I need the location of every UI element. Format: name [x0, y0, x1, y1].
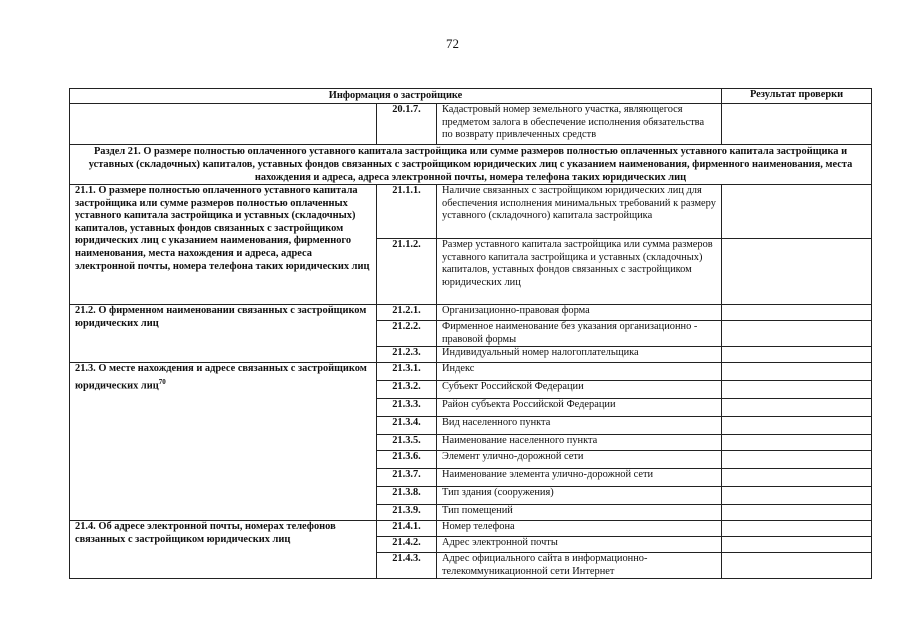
- item-text: Кадастровый номер земельного участка, являющегося предметом залога в обеспечение исполнения обязательства по возврату привлеченных средств: [437, 104, 722, 145]
- table-row: [70, 521, 872, 537]
- item-text: Индекс: [437, 363, 722, 381]
- result-cell: [722, 347, 872, 363]
- header-row: [70, 89, 872, 104]
- group-title-text: 21.4. Об адресе электронной почты, номерах телефонов связанных с застройщиком юридических лиц: [75, 521, 336, 545]
- result-cell: [722, 363, 872, 381]
- item-code: 21.3.2.: [377, 381, 437, 399]
- item-code: 21.3.8.: [377, 487, 437, 505]
- result-cell: [722, 521, 872, 537]
- item-text: Индивидуальный номер налогоплательщика: [437, 347, 722, 363]
- item-code: 21.1.1.: [377, 185, 437, 239]
- item-code: 21.3.9.: [377, 505, 437, 521]
- item-code: 21.4.3.: [377, 553, 437, 579]
- developer-info-table: [69, 88, 872, 579]
- info-header: Информация о застройщике: [70, 89, 722, 104]
- item-code: 20.1.7.: [377, 104, 437, 145]
- result-cell: [722, 505, 872, 521]
- group-title-text: 21.2. О фирменном наименовании связанных с застройщиком юридических лиц: [75, 305, 367, 329]
- table-row: [70, 104, 872, 145]
- table-row: [70, 363, 872, 381]
- table-row: [70, 305, 872, 321]
- item-text: Адрес электронной почты: [437, 537, 722, 553]
- item-code: 21.3.5.: [377, 435, 437, 451]
- result-cell: [722, 537, 872, 553]
- item-text: Наименование элемента улично-дорожной сети: [437, 469, 722, 487]
- item-text: Элемент улично-дорожной сети: [437, 451, 722, 469]
- item-text: Фирменное наименование без указания организационно - правовой формы: [437, 321, 722, 347]
- item-text: Организационно-правовая форма: [437, 305, 722, 321]
- item-text: Тип здания (сооружения): [437, 487, 722, 505]
- result-cell: [722, 399, 872, 417]
- page-number: 72: [446, 36, 459, 51]
- item-code: 21.3.7.: [377, 469, 437, 487]
- group-title: [70, 185, 377, 305]
- footnote-marker: 70: [158, 377, 166, 386]
- item-code: 21.1.2.: [377, 239, 437, 305]
- item-text: Номер телефона: [437, 521, 722, 537]
- item-text: Тип помещений: [437, 505, 722, 521]
- result-cell: [722, 487, 872, 505]
- item-code: 21.3.6.: [377, 451, 437, 469]
- result-cell: [722, 239, 872, 305]
- item-text: Размер уставного капитала застройщика или сумма размеров уставного капитала застройщика и уставных (складочных) капиталов, уставных фондов связанных с застройщиком юридических лиц: [437, 239, 722, 305]
- section-row: [70, 145, 872, 185]
- group-title: [70, 305, 377, 363]
- item-code: 21.2.2.: [377, 321, 437, 347]
- result-cell: [722, 104, 872, 145]
- item-text: Район субъекта Российской Федерации: [437, 399, 722, 417]
- item-text: Субъект Российской Федерации: [437, 381, 722, 399]
- item-text: Наименование населенного пункта: [437, 435, 722, 451]
- result-cell: [722, 451, 872, 469]
- group-title: [70, 521, 377, 579]
- item-code: 21.2.1.: [377, 305, 437, 321]
- item-code: 21.3.4.: [377, 417, 437, 435]
- result-header: Результат проверки: [722, 89, 872, 104]
- result-cell: [722, 381, 872, 399]
- item-code: 21.4.1.: [377, 521, 437, 537]
- item-code: 21.4.2.: [377, 537, 437, 553]
- table-row: [70, 185, 872, 239]
- result-cell: [722, 553, 872, 579]
- result-cell: [722, 185, 872, 239]
- item-code: 21.2.3.: [377, 347, 437, 363]
- group-title-text: 21.1. О размере полностью оплаченного уставного капитала застройщика или сумме размеров полностью оплаченных уставного капитала застройщика и уставных (складочных) капиталов, уставных фондов связанных с застройщиком юридических лиц с указанием наименования, фирменного наименования, места нахождения и адреса, адреса электронной почты, номера телефона таких юридических лиц: [75, 185, 370, 272]
- item-code: 21.3.3.: [377, 399, 437, 417]
- result-cell: [722, 435, 872, 451]
- result-cell: [722, 321, 872, 347]
- group-title: [70, 363, 377, 521]
- group-title-text: 21.3. О месте нахождения и адресе связанных с застройщиком юридических лиц: [75, 363, 367, 392]
- item-text: Вид населенного пункта: [437, 417, 722, 435]
- item-text: Адрес официального сайта в информационно-телекоммуникационной сети Интернет: [437, 553, 722, 579]
- result-cell: [722, 417, 872, 435]
- result-cell: [722, 305, 872, 321]
- section-title: Раздел 21. О размере полностью оплаченного уставного капитала застройщика или сумме размеров полностью оплаченных уставного капитала застройщика и уставных (складочных) капиталов, уставных фондов связанных с застройщиком юридических лиц с указанием наименования, фирменного наименования, места нахождения и адреса, адреса электронной почты, номера телефона таких юридических лиц: [70, 145, 872, 185]
- item-code: 21.3.1.: [377, 363, 437, 381]
- item-text: Наличие связанных с застройщиком юридических лиц для обеспечения исполнения минимальных требований к размеру уставного (складочного) капитала застройщика: [437, 185, 722, 239]
- empty-group-cell: [70, 104, 377, 145]
- result-cell: [722, 469, 872, 487]
